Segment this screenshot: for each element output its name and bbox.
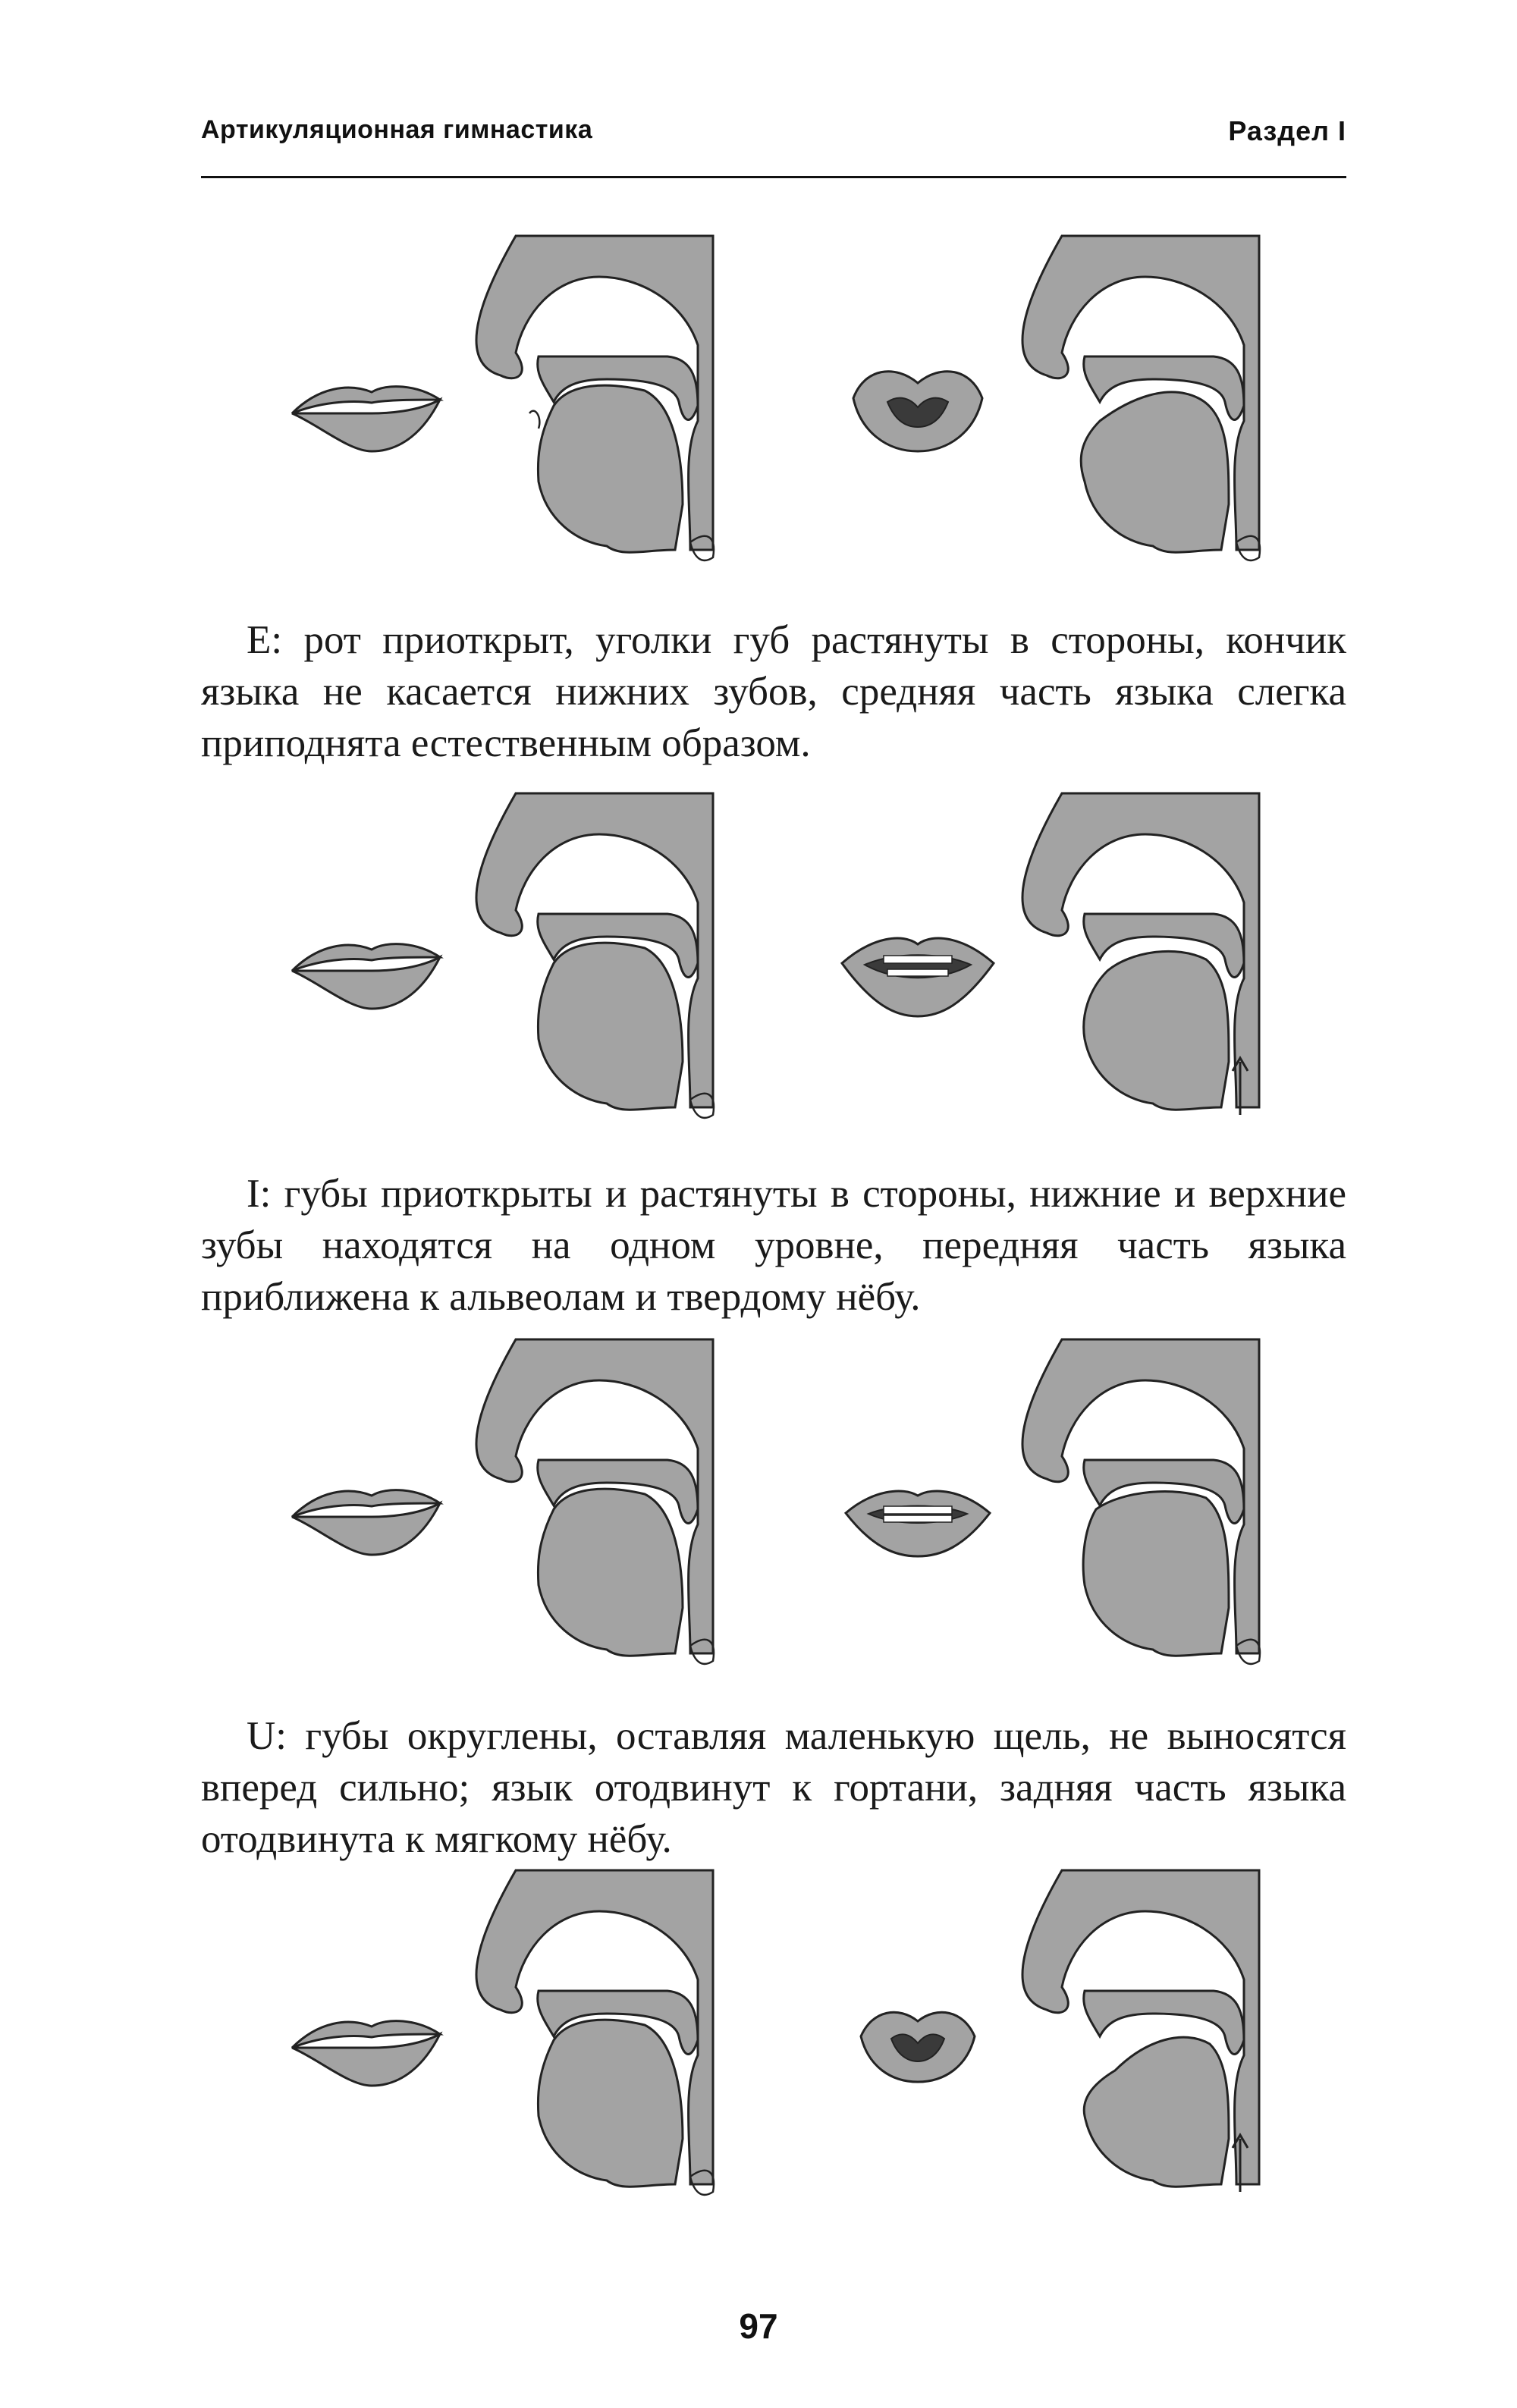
header-section: Раздел I <box>1228 115 1346 146</box>
figure-vowel-o <box>288 231 1274 588</box>
lips-rounded-icon <box>861 2012 975 2082</box>
head-profile-articulation-icon <box>1022 236 1260 560</box>
lips-closed-icon <box>292 2021 440 2086</box>
figure-vowel-e <box>288 789 1274 1145</box>
articulation-diagram <box>288 1866 1274 2222</box>
paragraph-e: E: рот приоткрыт, уголки губ растянуты в стороны, кончик языка не касается нижних зубов, средняя часть языка слегка приподнята естественным образом. <box>201 618 1346 765</box>
articulation-diagram <box>288 789 1274 1145</box>
head-profile-neutral-icon <box>476 1339 714 1664</box>
header-title: Артикуляционная гимнастика <box>201 115 593 144</box>
paragraph-u: U: губы округлены, оставляя маленькую щель, не выносятся вперед сильно; язык отодвинут к гортани, задняя часть языка отодвинута к мягкому нёбу. <box>201 1714 1346 1861</box>
lips-spread-teeth-icon <box>842 938 994 1016</box>
head-profile-articulation-icon <box>1022 1870 1259 2192</box>
articulation-diagram <box>288 231 1274 588</box>
head-profile-articulation-icon <box>1022 1339 1260 1664</box>
figure-vowel-u <box>288 1866 1274 2222</box>
head-profile-neutral-icon <box>476 236 714 560</box>
lips-closed-icon <box>292 1490 440 1555</box>
running-header <box>201 115 1346 149</box>
lips-spread-teeth-icon <box>846 1491 990 1556</box>
lips-closed-icon <box>292 944 440 1009</box>
lips-rounded-icon <box>853 372 982 451</box>
head-profile-neutral-icon <box>476 1870 714 2195</box>
head-profile-neutral-icon <box>476 793 714 1118</box>
head-profile-articulation-icon <box>1022 793 1259 1115</box>
figure-vowel-i <box>288 1335 1274 1691</box>
header-rule <box>201 176 1346 178</box>
articulation-diagram <box>288 1335 1274 1691</box>
lips-closed-icon <box>292 387 440 451</box>
paragraph-i: I: губы приоткрыты и растянуты в стороны, нижние и верхние зубы находятся на одном уровне, передняя часть языка приближена к альвеолам и твердому нёбу. <box>201 1172 1346 1319</box>
page-number: 97 <box>739 2306 778 2346</box>
